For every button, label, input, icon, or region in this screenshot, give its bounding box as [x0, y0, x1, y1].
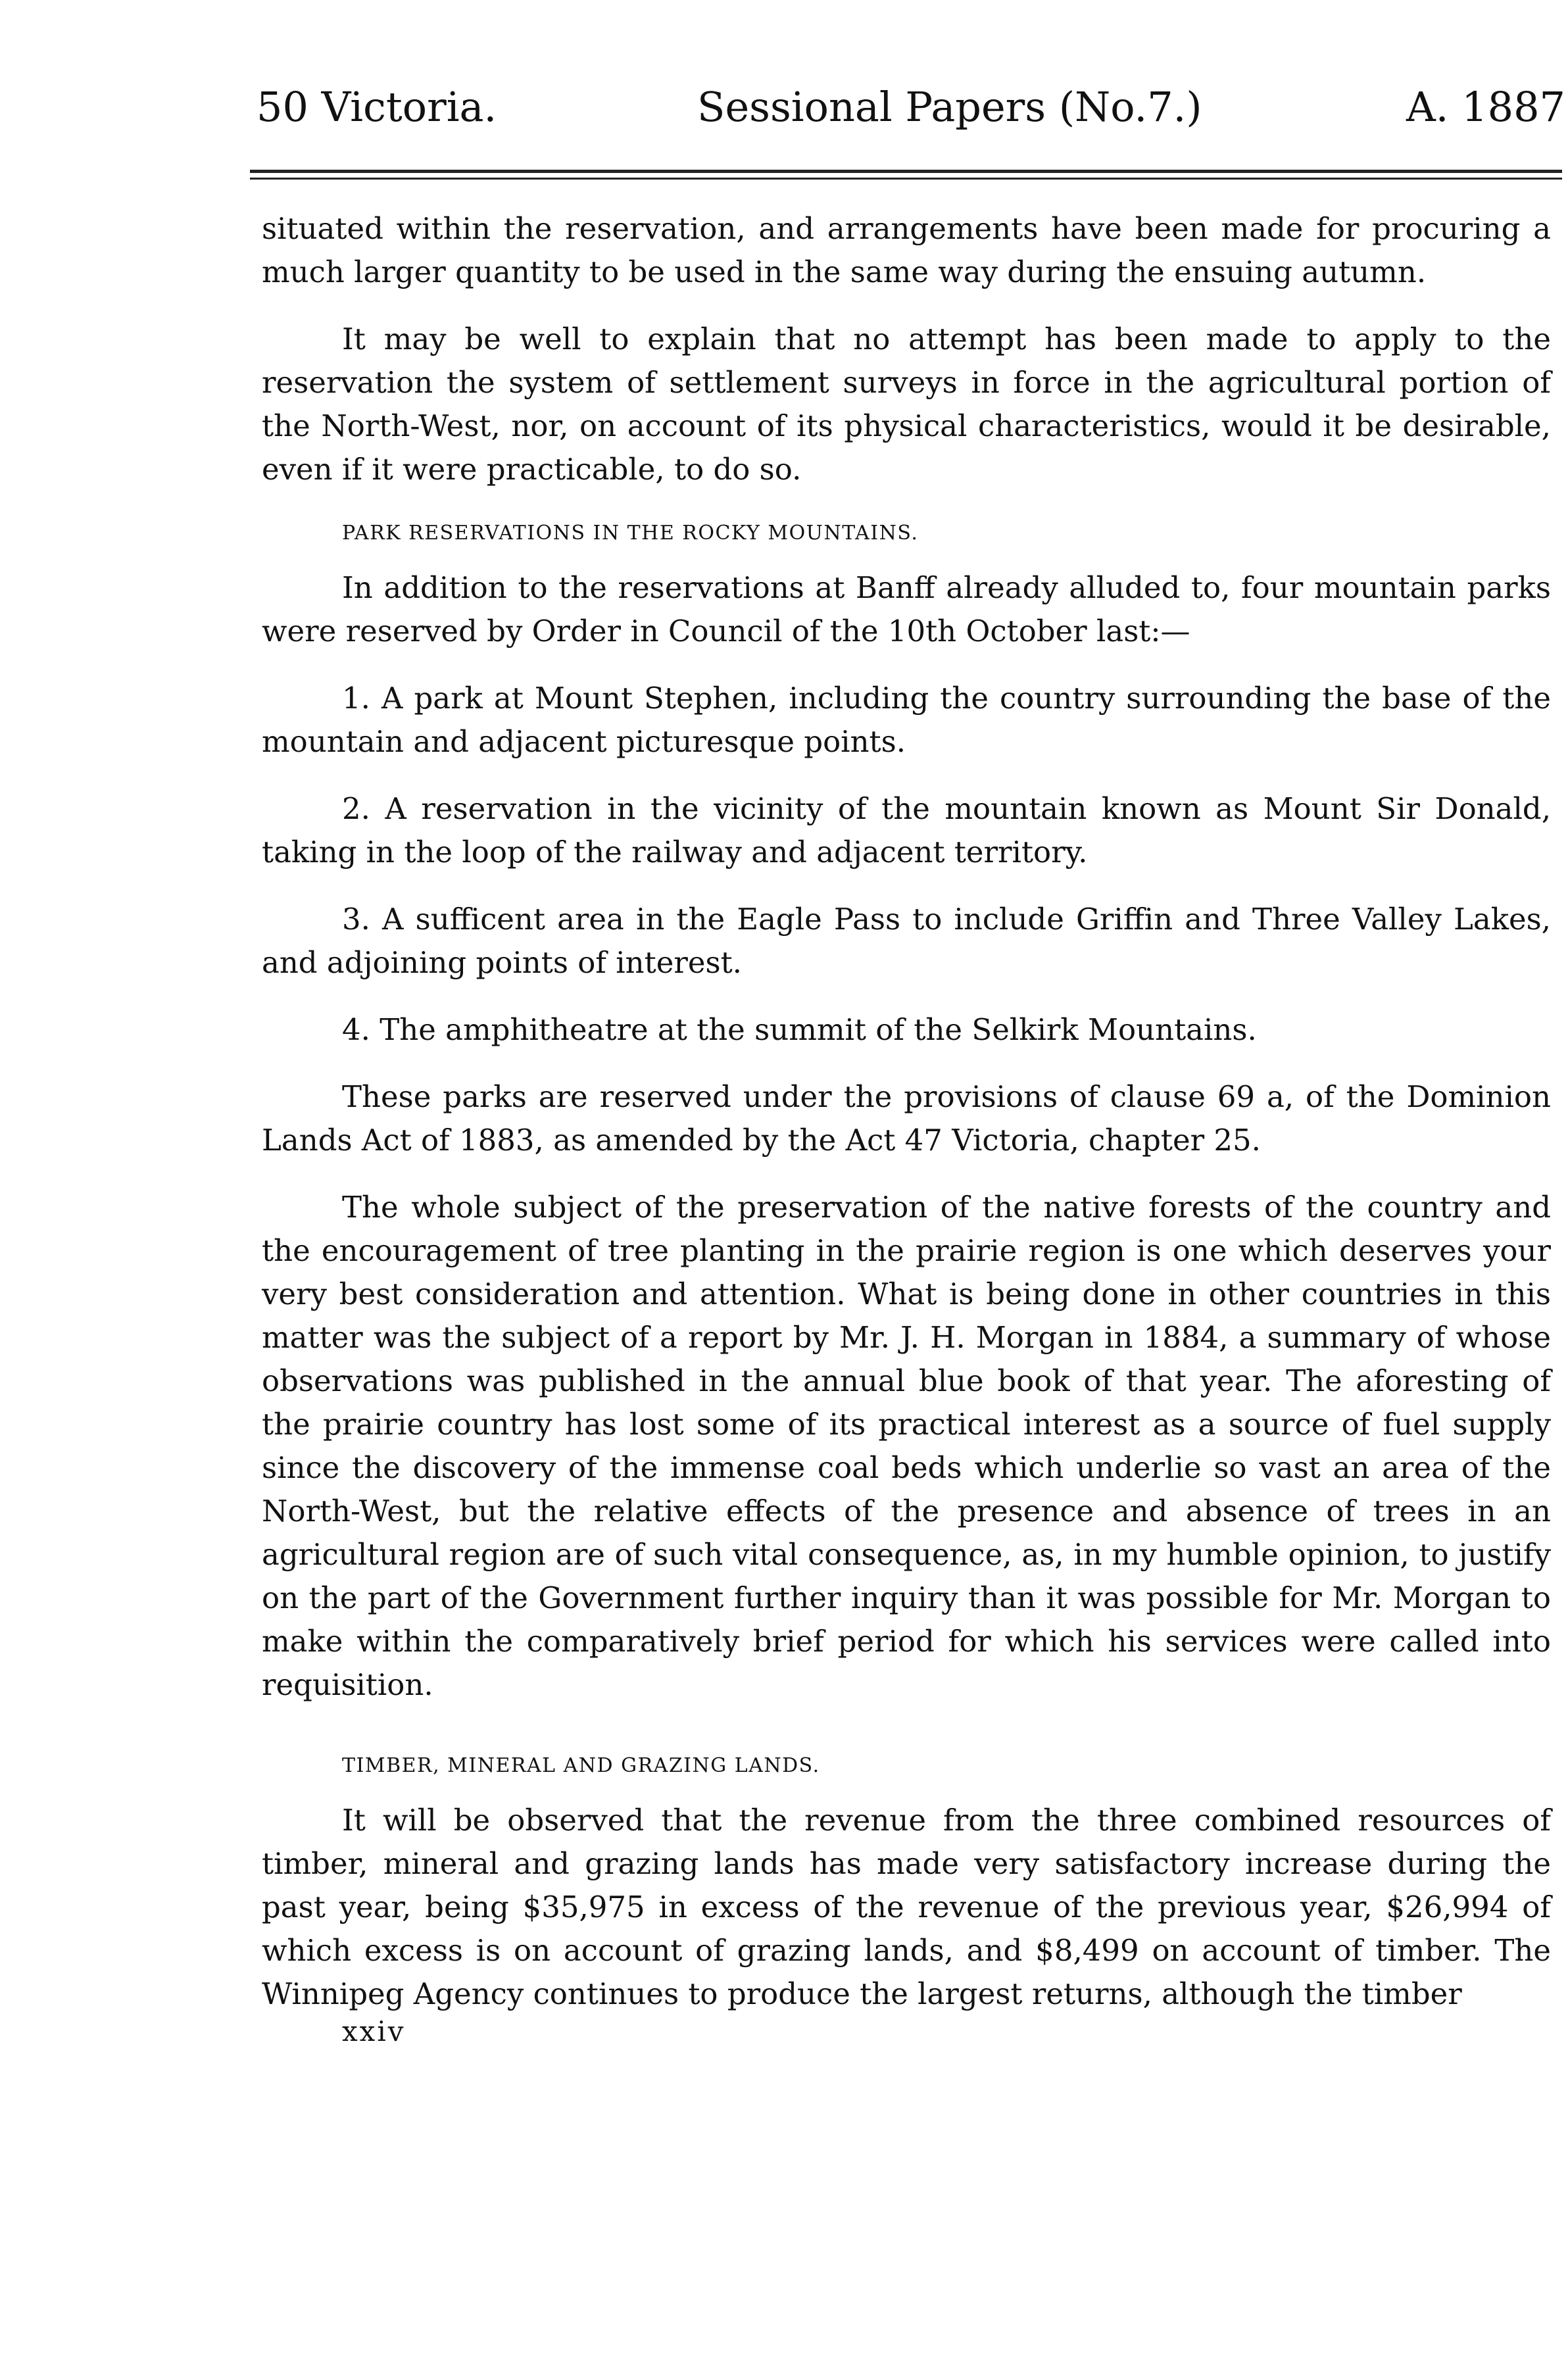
- paragraph-forest-preservation: The whole subject of the preservation of the native forests of the country and the encouragement of tree planting in the prairie region is one which deserves your very best consideration and attention. What is being done in other countries in this matter was the subject of a report by Mr. J. H. Morgan in 1884, a summary of whose observations was published in the annual blue book of that year. The aforesting of the prairie country has lost some of its practical interest as a source of fuel supply since the discovery of the immense coal beds which underlie so vast an area of the North-West, but the relative effects of the presence and absence of trees in an agricultural region are of such vital consequence, as, in my humble opinion, to justify on the part of the Government further inquiry than it was possible for Mr. Morgan to make within the comparatively brief period for which his services were called into requisition.: [262, 1190, 1551, 1702]
- section-heading-timber-lands: TIMBER, MINERAL AND GRAZING LANDS.: [342, 1754, 820, 1777]
- paragraph-dominion-lands-act: These parks are reserved under the provisions of clause 69 a, of the Dominion Lands Act of 1883, as amended by the Act 47 Victoria, chapter 25.: [262, 1079, 1551, 1158]
- list-item-mount-stephen: 1. A park at Mount Stephen, including the country surrounding the base of the mountain and adjacent picturesque points.: [262, 681, 1551, 759]
- header-volume: 50 Victoria.: [257, 83, 497, 131]
- paragraph-continuation: situated within the reservation, and arrangements have been made for procuring a much larger quantity to be used in the same way during the ensuing autumn.: [262, 211, 1551, 289]
- paragraph-revenue: It will be observed that the revenue from the three combined resources of timber, mineral and grazing lands has made very satisfactory increase during the past year, being $35,975 in excess of the revenue of the previous year, $26,994 of which excess is on account of grazing lands, and $8,499 on account of timber. The Winnipeg Agency continues to produce the largest returns, although the timber: [262, 1803, 1551, 2011]
- list-item-selkirk: 4. The amphitheatre at the summit of the Selkirk Mountains.: [342, 1012, 1257, 1047]
- page-number: xxiv: [342, 2015, 406, 2047]
- header-rule-thick: [250, 170, 1562, 173]
- header-title: Sessional Papers (No.7.): [697, 83, 1202, 131]
- header-year: A. 1887: [1406, 83, 1565, 131]
- paragraph-mountain-parks: In addition to the reservations at Banff already alluded to, four mountain parks were reserved by Order in Council of the 10th October last:—: [262, 570, 1551, 648]
- section-heading-park-reservations: PARK RESERVATIONS IN THE ROCKY MOUNTAINS.: [342, 522, 919, 545]
- list-item-mount-sir-donald: 2. A reservation in the vicinity of the mountain known as Mount Sir Donald, taking in the loop of the railway and adjacent territory.: [262, 791, 1551, 869]
- list-item-eagle-pass: 3. A sufficent area in the Eagle Pass to include Griffin and Three Valley Lakes, and adjoining points of interest.: [262, 902, 1551, 980]
- paragraph-settlement-surveys: It may be well to explain that no attempt has been made to apply to the reservation the system of settlement surveys in force in the agricultural portion of the North-West, nor, on account of its physical characteristics, would it be desirable, even if it were practicable, to do so.: [262, 322, 1551, 487]
- body-text: [262, 207, 1551, 2047]
- running-header: [257, 78, 1565, 137]
- header-rule-thin: [250, 178, 1562, 180]
